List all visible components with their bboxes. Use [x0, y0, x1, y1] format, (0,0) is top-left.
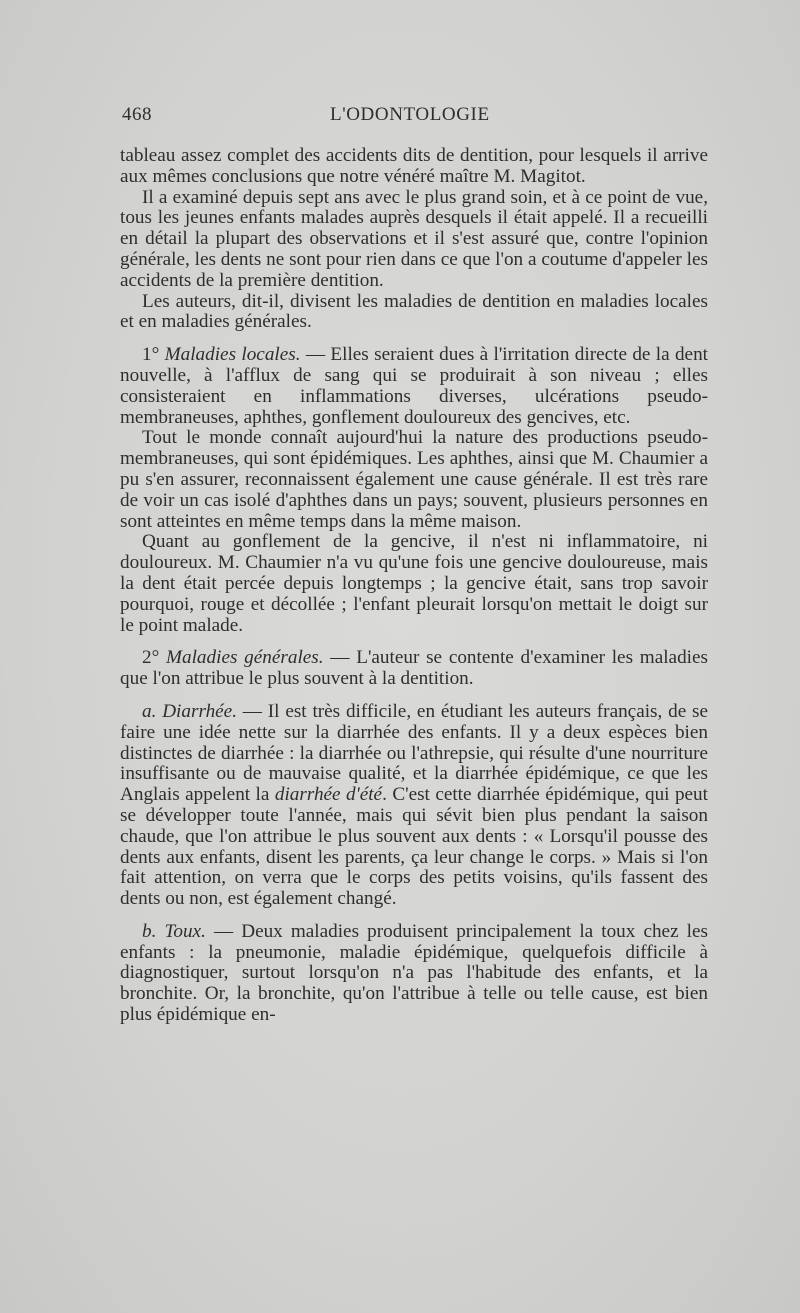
- page-header: [122, 104, 708, 130]
- subsection-heading: b. Toux.: [142, 920, 206, 942]
- paragraph: Tout le monde connaît aujourd'hui la nature des productions pseudo-membraneuses, qui sont épidémiques. Les aphthes, ainsi que M. Chaumier a pu s'en assurer, reconnaissent également une cause générale. Il est très rare de voir un cas isolé d'aphthes dans un pays; souvent, plusieurs personnes en sont atteintes en même temps dans la même maison.: [120, 427, 708, 532]
- section-heading: Maladies générales.: [166, 647, 324, 669]
- paragraph: Quant au gonflement de la gencive, il n'est ni inflammatoire, ni douloureux. M. Chaumier n'a vu qu'une fois une gencive douloureuse, mais la dent était percée depuis longtemps ; la gencive était, sans trop savoir pourquoi, rouge et décollée ; l'enfant pleurait lorsqu'on mettait le doigt sur le point malade.: [120, 531, 708, 636]
- subsection-paragraph-diarrhee: a. Diarrhée. — Il est très difficile, en étudiant les auteurs français, de se faire une idée nette sur la diarrhée des enfants. Il y a deux espèces bien distinctes de diarrhée : la diarrhée ou l'athrepsie, qui résulte d'une nourriture insuffisante ou de mauvaise qualité, et la diarrhée épidémique, ce que les Anglais appelent la diarrhée d'été. C'est cette diarrhée épidémique, qui peut se développer toute l'année, mais qui sévit bien plus pendant la saison chaude, que l'on attribue le plus souvent aux dents : « Lorsqu'il pousse des dents aux enfants, disent les parents, ça leur change le corps. » Mais si l'on fait attention, on verra que le corps des petits voisins, qu'ils fassent des dents ou non, est également changé.: [120, 700, 709, 910]
- section-paragraph-general: 2° Maladies générales. — L'auteur se contente d'examiner les maladies que l'on attribue le plus souvent à la dentition.: [120, 647, 708, 690]
- subsection-paragraph-toux: b. Toux. — Deux maladies produisent principalement la toux chez les enfants : la pneumonie, maladie épidémique, quelquefois difficile à diagnostiquer, surtout lorsqu'on n'a pas l'habitude des enfants, et la bronchite. Or, la bronchite, qu'on l'attribue à telle ou telle cause, est bien plus épidémique en-: [120, 920, 708, 1026]
- subsection-heading: a. Diarrhée.: [142, 700, 237, 722]
- paragraph: tableau assez complet des accidents dits de dentition, pour lesquels il arrive aux mêmes conclusions que notre vénéré maître M. Magitot.: [120, 145, 708, 187]
- page-number: 468: [122, 104, 152, 125]
- paragraph: Les auteurs, dit-il, divisent les maladies de dentition en maladies locales et en maladies générales.: [120, 290, 708, 333]
- section-heading: Maladies locales.: [164, 344, 301, 366]
- section-paragraph-local: 1° Maladies locales. — Elles seraient dues à l'irritation directe de la dent nouvelle, à l'afflux de sang qui se produirait à son niveau ; elles consisteraient en inflammations diverses, ulcérations pseudo-membraneuses, aphthes, gonflement douloureux des gencives, etc.: [120, 344, 708, 428]
- running-title: L'ODONTOLOGIE: [330, 104, 490, 125]
- paragraph: Il a examiné depuis sept ans avec le plus grand soin, et à ce point de vue, tous les jeunes enfants malades auprès desquels il était appelé. Il a recueilli en détail la plupart des observations et il s'est assuré que, contre l'opinion générale, les dents ne sont pour rien dans ce que l'on a coutume d'appeler les accidents de la première dentition.: [120, 186, 708, 291]
- body-text: [120, 146, 708, 1026]
- italic-term: diarrhée d'été: [274, 784, 383, 806]
